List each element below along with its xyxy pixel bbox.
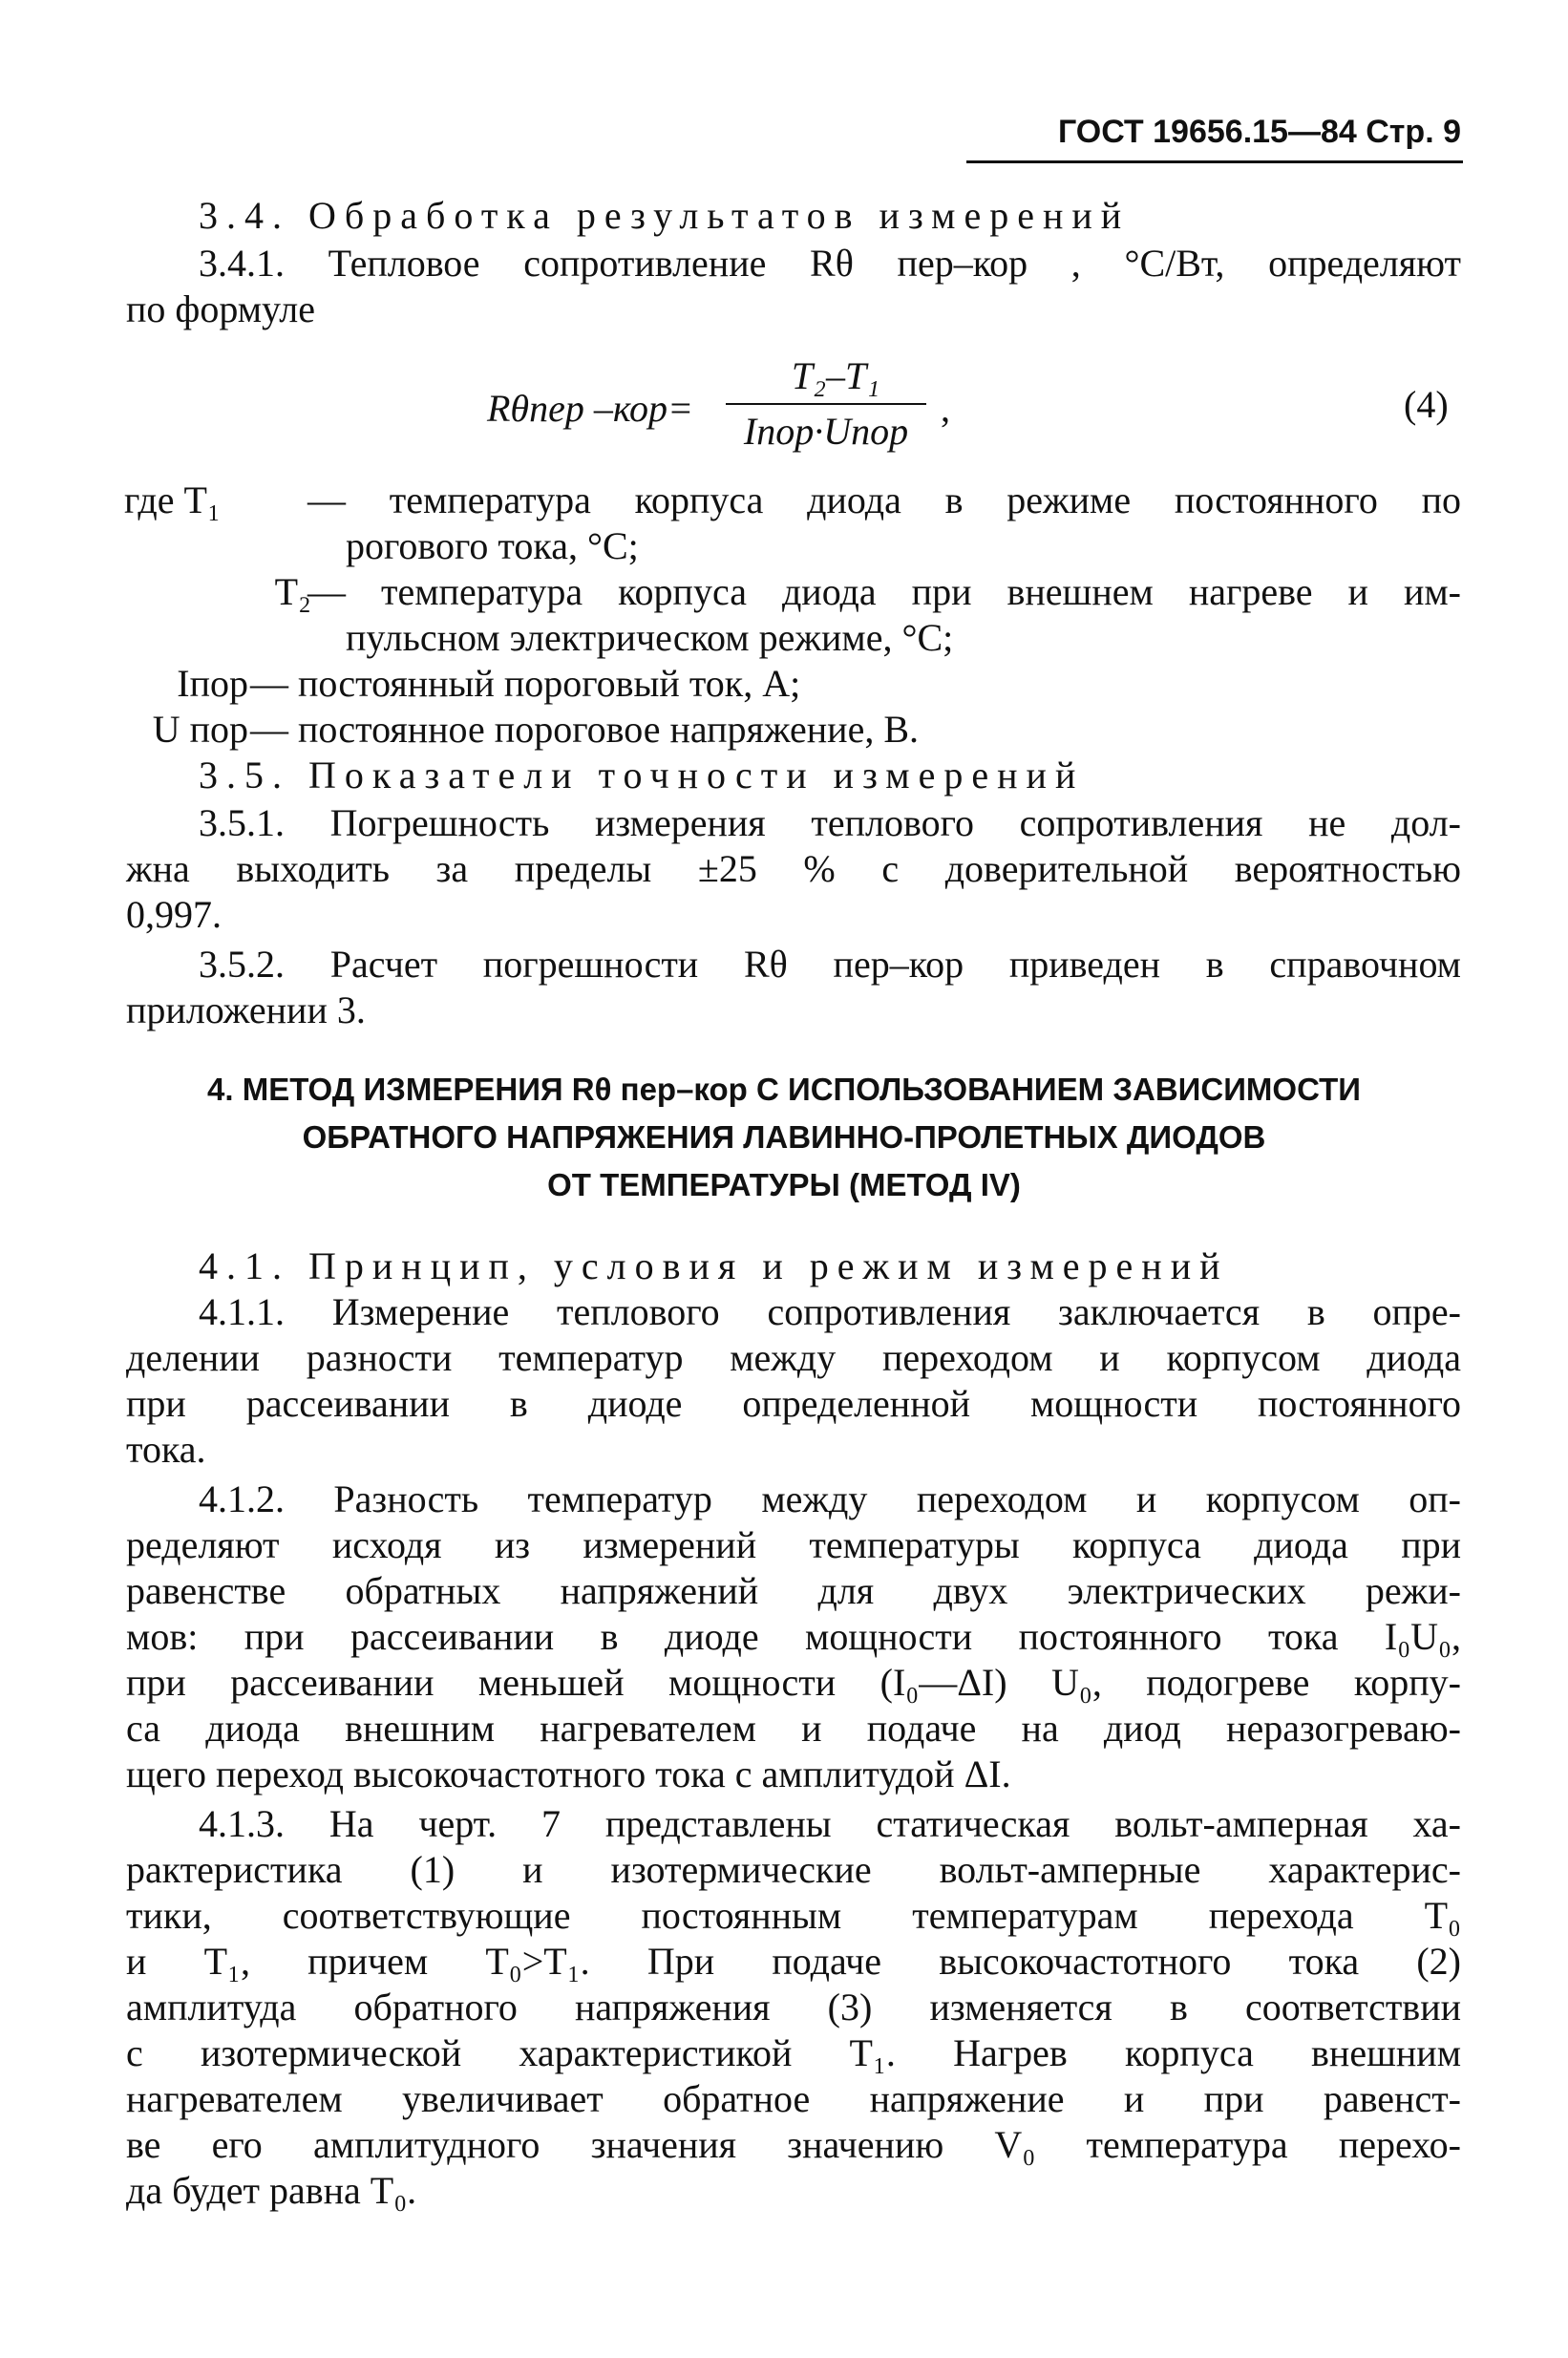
paragraph-3-5-1-line: 0,997. — [126, 893, 222, 936]
paragraph-4-1-3-line: нагревателем увеличивает обратное напряжение и при равенст- — [126, 2077, 1461, 2120]
legend-text: — температура корпуса диода в режиме постоянного по — [307, 478, 1461, 521]
legend-symbol: T₂ — [274, 570, 311, 613]
page-header: ГОСТ 19656.15—84 Стр. 9 — [1057, 114, 1461, 150]
paragraph-4-1-3-line: и T₁, причем T₀>T₁. При подаче высокочастотного тока (2) — [126, 1940, 1461, 1983]
paragraph-4-1-1-line: 4.1.1. Измерение теплового сопротивления заключается в опре- — [199, 1290, 1461, 1333]
legend-symbol: U пор — [152, 708, 248, 751]
legend-text: — температура корпуса диода при внешнем нагреве и им- — [307, 570, 1461, 613]
paragraph-4-1-3-line: 4.1.3. На черт. 7 представлены статическая вольт-амперная ха- — [199, 1802, 1461, 1845]
section-4-heading-line: 4. МЕТОД ИЗМЕРЕНИЯ Rθ пер–кор С ИСПОЛЬЗОВАНИЕМ ЗАВИСИМОСТИ — [207, 1072, 1361, 1107]
section-4-1-title: 4.1. Принцип, условия и режим измерений — [199, 1244, 1229, 1287]
paragraph-4-1-3-line: с изотермической характеристикой T₁. Нагрев корпуса внешним — [126, 2031, 1461, 2074]
paragraph-4-1-2-line: са диода внешним нагревателем и подаче на диод неразогреваю- — [126, 1707, 1461, 1750]
section-4-heading-line: ОБРАТНОГО НАПРЯЖЕНИЯ ЛАВИННО-ПРОЛЕТНЫХ ДИОДОВ — [302, 1119, 1266, 1155]
paragraph-4-1-1-line: при рассеивании в диоде определенной мощности постоянного — [126, 1382, 1461, 1425]
formula-lhs: Rθпер –кор= — [487, 387, 694, 430]
paragraph-4-1-2-line: щего переход высокочастотного тока с амплитудой ΔI. — [126, 1753, 1011, 1795]
paragraph-4-1-2-line: 4.1.2. Разность температур между переходом и корпусом оп- — [199, 1477, 1461, 1520]
formula-number: (4) — [1404, 383, 1449, 426]
legend-symbol: Iпор — [177, 662, 248, 705]
paragraph-3-5-2-line: 3.5.2. Расчет погрешности Rθ пер–кор приведен в справочном — [199, 943, 1461, 986]
paragraph-4-1-2-line: равенстве обратных напряжений для двух электрических режи- — [126, 1569, 1461, 1612]
paragraph-4-1-3-line: рактеристика (1) и изотермические вольт-амперные характерис- — [126, 1848, 1461, 1891]
paragraph-3-5-1-line: 3.5.1. Погрешность измерения теплового сопротивления не дол- — [199, 801, 1461, 844]
section-3-5-title: 3.5. Показатели точности измерений — [199, 754, 1085, 797]
paragraph-4-1-2-line: при рассеивании меньшей мощности (I₀—ΔI) U₀, подогреве корпу- — [126, 1661, 1461, 1704]
legend-symbol: где T₁ — [124, 478, 221, 521]
section-4-heading-line: ОТ ТЕМПЕРАТУРЫ (МЕТОД IV) — [547, 1167, 1021, 1202]
paragraph-4-1-2-line: мов: при рассеивании в диоде мощности постоянного тока I₀U₀, — [126, 1615, 1461, 1658]
section-3-4-title: 3.4. Обработка результатов измерений — [199, 194, 1131, 237]
paragraph-4-1-3-line: да будет равна T₀. — [126, 2169, 417, 2212]
formula-denominator: Iпор·Uпор — [743, 410, 909, 453]
paragraph-4-1-3-line: ве его амплитудного значения значению V₀ температура перехо- — [126, 2123, 1461, 2166]
paragraph-4-1-3-line: тики, соответствующие постоянным температурам перехода T₀ — [126, 1894, 1461, 1937]
formula-comma: , — [941, 387, 950, 430]
legend-text: — постоянный пороговый ток, А; — [250, 662, 801, 705]
legend-text: рогового тока, °С; — [346, 524, 639, 567]
legend-text: пульсном электрическом режиме, °С; — [346, 616, 954, 659]
paragraph-4-1-3-line: амплитуда обратного напряжения (3) изменяется в соответствии — [126, 1986, 1461, 2029]
paragraph-4-1-1-line: делении разности температур между переходом и корпусом диода — [126, 1336, 1461, 1379]
formula-fraction-line — [726, 403, 926, 405]
paragraph-4-1-1-line: тока. — [126, 1428, 206, 1471]
paragraph-3-4-1-line: по формуле — [126, 287, 315, 330]
header-rule — [966, 160, 1463, 163]
formula-numerator: T₂–T₁ — [791, 354, 880, 397]
legend-text: — постоянное пороговое напряжение, В. — [250, 708, 920, 751]
paragraph-4-1-2-line: ределяют исходя из измерений температуры корпуса диода при — [126, 1523, 1461, 1566]
paragraph-3-5-1-line: жна выходить за пределы ±25 % с доверительной вероятностью — [126, 847, 1461, 890]
paragraph-3-4-1-line: 3.4.1. Тепловое сопротивление Rθ пер–кор , °С/Вт, определяют — [199, 242, 1461, 285]
paragraph-3-5-2-line: приложении 3. — [126, 988, 366, 1031]
